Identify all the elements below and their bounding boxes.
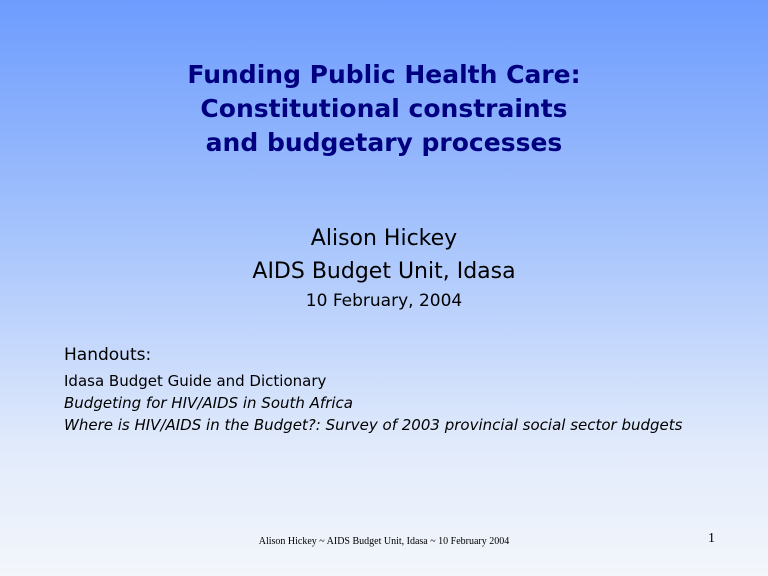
handout-item-budgeting-hiv-aids: Budgeting for HIV/AIDS in South Africa	[64, 394, 353, 412]
title-line-2: Constitutional constraints	[200, 94, 568, 123]
handouts-label: Handouts:	[64, 345, 152, 365]
title-line-3: and budgetary processes	[205, 128, 563, 157]
slide-footer: Alison Hickey ~ AIDS Budget Unit, Idasa ~ 10 February 2004	[258, 536, 510, 547]
page-number: 1	[708, 531, 715, 546]
organization-name: AIDS Budget Unit, Idasa	[252, 259, 516, 284]
handout-item-survey: Where is HIV/AIDS in the Budget?: Survey of 2003 provincial social sector budgets	[64, 416, 683, 434]
presentation-date: 10 February, 2004	[305, 291, 463, 311]
title-line-1: Funding Public Health Care:	[187, 60, 581, 89]
author-name: Alison Hickey	[310, 226, 458, 251]
slide-title	[0, 58, 768, 160]
handout-item-budget-guide: Idasa Budget Guide and Dictionary	[64, 372, 327, 390]
handouts-section	[64, 342, 724, 436]
